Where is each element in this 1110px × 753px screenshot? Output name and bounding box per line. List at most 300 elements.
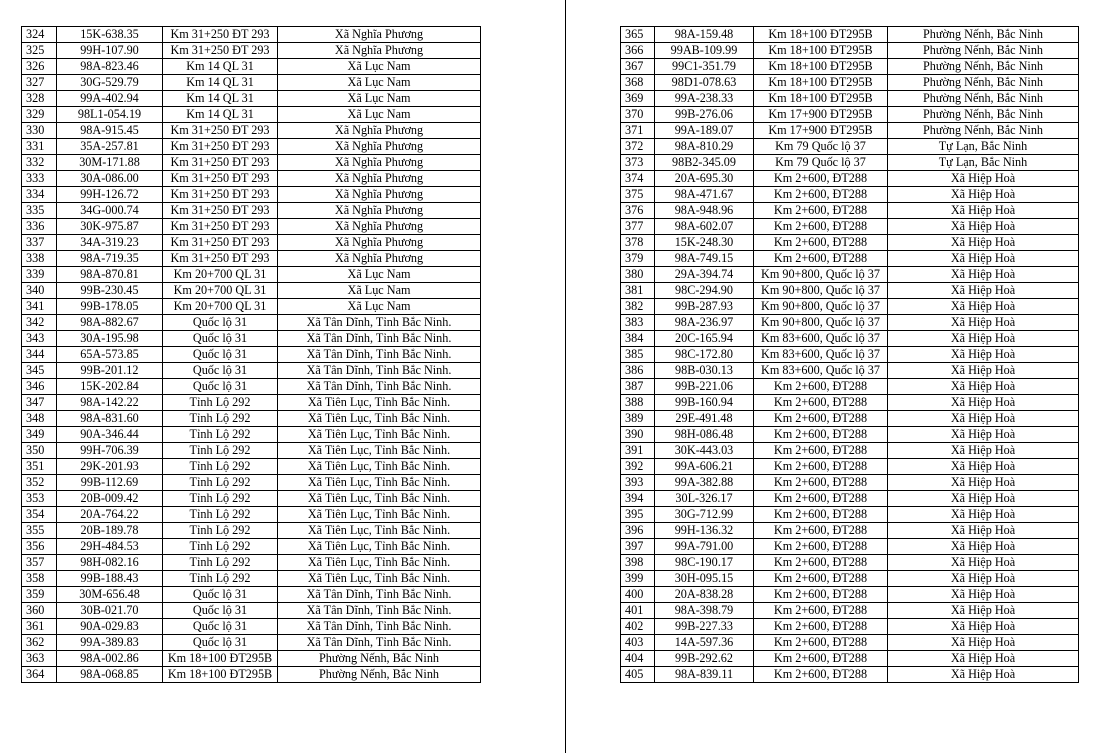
location-cell: Quốc lộ 31 (163, 587, 278, 603)
location-cell: Km 2+600, ĐT288 (754, 411, 888, 427)
table-row (22, 507, 481, 523)
row-number-cell: 327 (22, 75, 57, 91)
table-row (22, 171, 481, 187)
table-row (621, 299, 1079, 315)
table-row (621, 251, 1079, 267)
plate-number-cell: 15K-202.84 (57, 379, 163, 395)
plate-number-cell: 98A-068.85 (57, 667, 163, 683)
row-number-cell: 391 (621, 443, 655, 459)
plate-number-cell: 98A-142.22 (57, 395, 163, 411)
table-row (22, 267, 481, 283)
location-cell: Km 18+100 ĐT295B (754, 27, 888, 43)
row-number-cell: 359 (22, 587, 57, 603)
table-row (621, 571, 1079, 587)
location-cell: Km 18+100 ĐT295B (754, 91, 888, 107)
table-row (621, 331, 1079, 347)
plate-number-cell: 99B-178.05 (57, 299, 163, 315)
row-number-cell: 402 (621, 619, 655, 635)
plate-number-cell: 98D1-078.63 (655, 75, 754, 91)
table-row (621, 155, 1079, 171)
commune-cell: Xã Lục Nam (278, 107, 481, 123)
location-cell: Tỉnh Lộ 292 (163, 411, 278, 427)
commune-cell: Phường Nếnh, Bắc Ninh (888, 123, 1079, 139)
commune-cell: Xã Tiên Lục, Tỉnh Bắc Ninh. (278, 491, 481, 507)
table-row (621, 171, 1079, 187)
commune-cell: Xã Hiệp Hoà (888, 619, 1079, 635)
plate-number-cell: 99A-402.94 (57, 91, 163, 107)
table-row (22, 331, 481, 347)
table-row (22, 651, 481, 667)
commune-cell: Xã Tân Dĩnh, Tỉnh Bắc Ninh. (278, 347, 481, 363)
location-cell: Tỉnh Lộ 292 (163, 395, 278, 411)
table-row (621, 523, 1079, 539)
location-cell: Km 20+700 QL 31 (163, 267, 278, 283)
commune-cell: Xã Hiệp Hoà (888, 587, 1079, 603)
row-number-cell: 361 (22, 619, 57, 635)
row-number-cell: 372 (621, 139, 655, 155)
row-number-cell: 395 (621, 507, 655, 523)
row-number-cell: 365 (621, 27, 655, 43)
commune-cell: Xã Hiệp Hoà (888, 395, 1079, 411)
location-cell: Km 2+600, ĐT288 (754, 555, 888, 571)
table-body-right (621, 27, 1079, 683)
plate-number-cell: 99A-189.07 (655, 123, 754, 139)
table-row (621, 107, 1079, 123)
commune-cell: Xã Tiên Lục, Tỉnh Bắc Ninh. (278, 507, 481, 523)
table-row (621, 459, 1079, 475)
table-row (22, 379, 481, 395)
row-number-cell: 362 (22, 635, 57, 651)
row-number-cell: 357 (22, 555, 57, 571)
commune-cell: Xã Nghĩa Phương (278, 171, 481, 187)
plate-number-cell: 98A-882.67 (57, 315, 163, 331)
plate-number-cell: 99H-126.72 (57, 187, 163, 203)
row-number-cell: 367 (621, 59, 655, 75)
commune-cell: Xã Tiên Lục, Tỉnh Bắc Ninh. (278, 395, 481, 411)
row-number-cell: 383 (621, 315, 655, 331)
plate-number-cell: 30H-095.15 (655, 571, 754, 587)
location-cell: Km 2+600, ĐT288 (754, 203, 888, 219)
location-cell: Km 14 QL 31 (163, 75, 278, 91)
table-row (22, 235, 481, 251)
plate-number-cell: 99B-292.62 (655, 651, 754, 667)
commune-cell: Xã Lục Nam (278, 299, 481, 315)
table-row (22, 587, 481, 603)
row-number-cell: 388 (621, 395, 655, 411)
table-row (22, 203, 481, 219)
row-number-cell: 335 (22, 203, 57, 219)
table-row (22, 539, 481, 555)
commune-cell: Xã Tân Dĩnh, Tỉnh Bắc Ninh. (278, 603, 481, 619)
commune-cell: Xã Lục Nam (278, 75, 481, 91)
plate-number-cell: 98C-190.17 (655, 555, 754, 571)
table-row (22, 475, 481, 491)
location-cell: Km 83+600, Quốc lộ 37 (754, 347, 888, 363)
row-number-cell: 360 (22, 603, 57, 619)
row-number-cell: 329 (22, 107, 57, 123)
commune-cell: Xã Nghĩa Phương (278, 187, 481, 203)
row-number-cell: 369 (621, 91, 655, 107)
commune-cell: Xã Nghĩa Phương (278, 43, 481, 59)
row-number-cell: 397 (621, 539, 655, 555)
commune-cell: Xã Lục Nam (278, 267, 481, 283)
plate-number-cell: 30M-656.48 (57, 587, 163, 603)
table-row (621, 219, 1079, 235)
table-row (22, 667, 481, 683)
row-number-cell: 344 (22, 347, 57, 363)
location-cell: Km 79 Quốc lộ 37 (754, 139, 888, 155)
location-cell: Km 90+800, Quốc lộ 37 (754, 299, 888, 315)
plate-number-cell: 99B-188.43 (57, 571, 163, 587)
location-cell: Km 17+900 ĐT295B (754, 107, 888, 123)
plate-number-cell: 29H-484.53 (57, 539, 163, 555)
commune-cell: Xã Hiệp Hoà (888, 523, 1079, 539)
table-row (621, 43, 1079, 59)
plate-number-cell: 99A-382.88 (655, 475, 754, 491)
plate-number-cell: 99B-112.69 (57, 475, 163, 491)
location-cell: Km 14 QL 31 (163, 107, 278, 123)
table-row (621, 139, 1079, 155)
row-number-cell: 326 (22, 59, 57, 75)
commune-cell: Xã Lục Nam (278, 59, 481, 75)
commune-cell: Xã Nghĩa Phương (278, 203, 481, 219)
commune-cell: Xã Nghĩa Phương (278, 235, 481, 251)
plate-number-cell: 99B-230.45 (57, 283, 163, 299)
location-cell: Quốc lộ 31 (163, 379, 278, 395)
plate-number-cell: 98C-294.90 (655, 283, 754, 299)
commune-cell: Xã Nghĩa Phương (278, 123, 481, 139)
plate-number-cell: 30A-195.98 (57, 331, 163, 347)
row-number-cell: 354 (22, 507, 57, 523)
row-number-cell: 405 (621, 667, 655, 683)
table-row (621, 379, 1079, 395)
row-number-cell: 345 (22, 363, 57, 379)
location-cell: Km 31+250 ĐT 293 (163, 203, 278, 219)
table-row (621, 187, 1079, 203)
row-number-cell: 386 (621, 363, 655, 379)
row-number-cell: 378 (621, 235, 655, 251)
table-row (621, 491, 1079, 507)
row-number-cell: 376 (621, 203, 655, 219)
table-row (22, 459, 481, 475)
table-row (22, 347, 481, 363)
table-row (22, 251, 481, 267)
plate-number-cell: 98A-749.15 (655, 251, 754, 267)
commune-cell: Xã Lục Nam (278, 91, 481, 107)
table-row (621, 619, 1079, 635)
row-number-cell: 396 (621, 523, 655, 539)
location-cell: Km 90+800, Quốc lộ 37 (754, 315, 888, 331)
row-number-cell: 371 (621, 123, 655, 139)
location-cell: Km 31+250 ĐT 293 (163, 219, 278, 235)
commune-cell: Xã Nghĩa Phương (278, 251, 481, 267)
plate-number-cell: 30L-326.17 (655, 491, 754, 507)
commune-cell: Xã Hiệp Hoà (888, 459, 1079, 475)
table-row (22, 43, 481, 59)
plate-number-cell: 98A-810.29 (655, 139, 754, 155)
row-number-cell: 403 (621, 635, 655, 651)
table-row (621, 667, 1079, 683)
row-number-cell: 392 (621, 459, 655, 475)
location-cell: Km 31+250 ĐT 293 (163, 171, 278, 187)
table-row (621, 91, 1079, 107)
location-cell: Km 2+600, ĐT288 (754, 587, 888, 603)
location-cell: Tỉnh Lộ 292 (163, 539, 278, 555)
row-number-cell: 348 (22, 411, 57, 427)
table-row (22, 363, 481, 379)
table-row (621, 475, 1079, 491)
table-row (621, 363, 1079, 379)
commune-cell: Xã Hiệp Hoà (888, 411, 1079, 427)
row-number-cell: 363 (22, 651, 57, 667)
location-cell: Km 31+250 ĐT 293 (163, 139, 278, 155)
row-number-cell: 384 (621, 331, 655, 347)
violation-table-right (620, 26, 1079, 683)
commune-cell: Xã Nghĩa Phương (278, 155, 481, 171)
location-cell: Quốc lộ 31 (163, 603, 278, 619)
location-cell: Km 2+600, ĐT288 (754, 251, 888, 267)
table-row (621, 347, 1079, 363)
table-row (621, 603, 1079, 619)
plate-number-cell: 99B-227.33 (655, 619, 754, 635)
plate-number-cell: 30K-975.87 (57, 219, 163, 235)
row-number-cell: 399 (621, 571, 655, 587)
table-row (621, 427, 1079, 443)
commune-cell: Phường Nếnh, Bắc Ninh (888, 107, 1079, 123)
plate-number-cell: 98L1-054.19 (57, 107, 163, 123)
row-number-cell: 366 (621, 43, 655, 59)
commune-cell: Xã Hiệp Hoà (888, 539, 1079, 555)
location-cell: Km 2+600, ĐT288 (754, 171, 888, 187)
commune-cell: Xã Tiên Lục, Tỉnh Bắc Ninh. (278, 459, 481, 475)
location-cell: Km 20+700 QL 31 (163, 299, 278, 315)
row-number-cell: 379 (621, 251, 655, 267)
plate-number-cell: 30B-021.70 (57, 603, 163, 619)
location-cell: Quốc lộ 31 (163, 331, 278, 347)
commune-cell: Xã Hiệp Hoà (888, 315, 1079, 331)
table-row (22, 315, 481, 331)
plate-number-cell: 99B-276.06 (655, 107, 754, 123)
location-cell: Km 31+250 ĐT 293 (163, 235, 278, 251)
page-divider (565, 0, 566, 753)
commune-cell: Phường Nếnh, Bắc Ninh (888, 27, 1079, 43)
plate-number-cell: 98B-030.13 (655, 363, 754, 379)
row-number-cell: 380 (621, 267, 655, 283)
row-number-cell: 346 (22, 379, 57, 395)
commune-cell: Xã Tiên Lục, Tỉnh Bắc Ninh. (278, 539, 481, 555)
location-cell: Km 83+600, Quốc lộ 37 (754, 331, 888, 347)
table-row (621, 587, 1079, 603)
location-cell: Km 2+600, ĐT288 (754, 603, 888, 619)
table-row (621, 203, 1079, 219)
location-cell: Km 20+700 QL 31 (163, 283, 278, 299)
commune-cell: Xã Hiệp Hoà (888, 475, 1079, 491)
plate-number-cell: 29E-491.48 (655, 411, 754, 427)
location-cell: Tỉnh Lộ 292 (163, 427, 278, 443)
plate-number-cell: 20B-189.78 (57, 523, 163, 539)
row-number-cell: 374 (621, 171, 655, 187)
commune-cell: Xã Hiệp Hoà (888, 507, 1079, 523)
plate-number-cell: 98A-236.97 (655, 315, 754, 331)
location-cell: Km 14 QL 31 (163, 91, 278, 107)
table-row (22, 299, 481, 315)
table-row (22, 187, 481, 203)
location-cell: Tỉnh Lộ 292 (163, 507, 278, 523)
table-row (621, 123, 1079, 139)
location-cell: Km 31+250 ĐT 293 (163, 27, 278, 43)
location-cell: Km 2+600, ĐT288 (754, 571, 888, 587)
row-number-cell: 333 (22, 171, 57, 187)
row-number-cell: 334 (22, 187, 57, 203)
plate-number-cell: 99C1-351.79 (655, 59, 754, 75)
table-row (22, 59, 481, 75)
row-number-cell: 385 (621, 347, 655, 363)
table-row (22, 107, 481, 123)
commune-cell: Xã Tân Dĩnh, Tỉnh Bắc Ninh. (278, 379, 481, 395)
row-number-cell: 387 (621, 379, 655, 395)
row-number-cell: 328 (22, 91, 57, 107)
row-number-cell: 353 (22, 491, 57, 507)
plate-number-cell: 99B-201.12 (57, 363, 163, 379)
table-row (22, 603, 481, 619)
location-cell: Quốc lộ 31 (163, 315, 278, 331)
commune-cell: Xã Hiệp Hoà (888, 443, 1079, 459)
plate-number-cell: 30A-086.00 (57, 171, 163, 187)
location-cell: Tỉnh Lộ 292 (163, 475, 278, 491)
commune-cell: Xã Tiên Lục, Tỉnh Bắc Ninh. (278, 427, 481, 443)
row-number-cell: 381 (621, 283, 655, 299)
plate-number-cell: 99A-606.21 (655, 459, 754, 475)
location-cell: Km 2+600, ĐT288 (754, 635, 888, 651)
row-number-cell: 349 (22, 427, 57, 443)
plate-number-cell: 99B-221.06 (655, 379, 754, 395)
table-row (22, 91, 481, 107)
location-cell: Tỉnh Lộ 292 (163, 459, 278, 475)
commune-cell: Xã Hiệp Hoà (888, 219, 1079, 235)
table-row (22, 75, 481, 91)
table-row (22, 27, 481, 43)
row-number-cell: 398 (621, 555, 655, 571)
plate-number-cell: 30G-712.99 (655, 507, 754, 523)
plate-number-cell: 98H-082.16 (57, 555, 163, 571)
row-number-cell: 342 (22, 315, 57, 331)
plate-number-cell: 99A-238.33 (655, 91, 754, 107)
location-cell: Km 31+250 ĐT 293 (163, 123, 278, 139)
commune-cell: Xã Tiên Lục, Tỉnh Bắc Ninh. (278, 443, 481, 459)
plate-number-cell: 98A-823.46 (57, 59, 163, 75)
row-number-cell: 340 (22, 283, 57, 299)
table-row (621, 59, 1079, 75)
commune-cell: Xã Hiệp Hoà (888, 251, 1079, 267)
location-cell: Km 18+100 ĐT295B (163, 667, 278, 683)
commune-cell: Xã Hiệp Hoà (888, 491, 1079, 507)
location-cell: Km 31+250 ĐT 293 (163, 155, 278, 171)
location-cell: Km 2+600, ĐT288 (754, 187, 888, 203)
location-cell: Km 18+100 ĐT295B (754, 43, 888, 59)
commune-cell: Xã Hiệp Hoà (888, 555, 1079, 571)
table-row (621, 507, 1079, 523)
table-body-left (22, 27, 481, 683)
table-row (621, 75, 1079, 91)
plate-number-cell: 98A-948.96 (655, 203, 754, 219)
commune-cell: Xã Hiệp Hoà (888, 571, 1079, 587)
commune-cell: Xã Hiệp Hoà (888, 203, 1079, 219)
plate-number-cell: 98C-172.80 (655, 347, 754, 363)
row-number-cell: 390 (621, 427, 655, 443)
plate-number-cell: 20B-009.42 (57, 491, 163, 507)
table-row (22, 523, 481, 539)
commune-cell: Xã Hiệp Hoà (888, 347, 1079, 363)
table-row (22, 219, 481, 235)
location-cell: Km 2+600, ĐT288 (754, 539, 888, 555)
commune-cell: Xã Tân Dĩnh, Tỉnh Bắc Ninh. (278, 315, 481, 331)
commune-cell: Phường Nếnh, Bắc Ninh (888, 75, 1079, 91)
row-number-cell: 347 (22, 395, 57, 411)
row-number-cell: 358 (22, 571, 57, 587)
table-row (621, 443, 1079, 459)
plate-number-cell: 20A-764.22 (57, 507, 163, 523)
table-row (22, 395, 481, 411)
location-cell: Km 2+600, ĐT288 (754, 523, 888, 539)
table-row (621, 555, 1079, 571)
plate-number-cell: 29K-201.93 (57, 459, 163, 475)
commune-cell: Phường Nếnh, Bắc Ninh (278, 651, 481, 667)
row-number-cell: 382 (621, 299, 655, 315)
table-row (22, 283, 481, 299)
plate-number-cell: 20C-165.94 (655, 331, 754, 347)
location-cell: Tỉnh Lộ 292 (163, 571, 278, 587)
plate-number-cell: 98A-719.35 (57, 251, 163, 267)
location-cell: Km 79 Quốc lộ 37 (754, 155, 888, 171)
row-number-cell: 394 (621, 491, 655, 507)
location-cell: Km 2+600, ĐT288 (754, 219, 888, 235)
table-row (621, 539, 1079, 555)
location-cell: Tỉnh Lộ 292 (163, 555, 278, 571)
commune-cell: Xã Hiệp Hoà (888, 235, 1079, 251)
plate-number-cell: 34A-319.23 (57, 235, 163, 251)
plate-number-cell: 98A-398.79 (655, 603, 754, 619)
table-row (621, 395, 1079, 411)
location-cell: Km 90+800, Quốc lộ 37 (754, 267, 888, 283)
commune-cell: Xã Hiệp Hoà (888, 651, 1079, 667)
location-cell: Km 2+600, ĐT288 (754, 507, 888, 523)
table-row (22, 619, 481, 635)
commune-cell: Xã Hiệp Hoà (888, 331, 1079, 347)
location-cell: Quốc lộ 31 (163, 619, 278, 635)
location-cell: Km 2+600, ĐT288 (754, 395, 888, 411)
location-cell: Km 31+250 ĐT 293 (163, 43, 278, 59)
commune-cell: Xã Hiệp Hoà (888, 187, 1079, 203)
table-row (22, 427, 481, 443)
violation-table-left (21, 26, 481, 683)
table-row (621, 635, 1079, 651)
location-cell: Tỉnh Lộ 292 (163, 523, 278, 539)
plate-number-cell: 98A-839.11 (655, 667, 754, 683)
row-number-cell: 330 (22, 123, 57, 139)
commune-cell: Xã Tân Dĩnh, Tỉnh Bắc Ninh. (278, 331, 481, 347)
commune-cell: Xã Tân Dĩnh, Tỉnh Bắc Ninh. (278, 635, 481, 651)
table-row (22, 411, 481, 427)
row-number-cell: 351 (22, 459, 57, 475)
commune-cell: Xã Tiên Lục, Tỉnh Bắc Ninh. (278, 555, 481, 571)
row-number-cell: 356 (22, 539, 57, 555)
table-row (22, 443, 481, 459)
location-cell: Km 2+600, ĐT288 (754, 443, 888, 459)
commune-cell: Phường Nếnh, Bắc Ninh (888, 91, 1079, 107)
table-row (621, 651, 1079, 667)
location-cell: Tỉnh Lộ 292 (163, 443, 278, 459)
plate-number-cell: 99AB-109.99 (655, 43, 754, 59)
